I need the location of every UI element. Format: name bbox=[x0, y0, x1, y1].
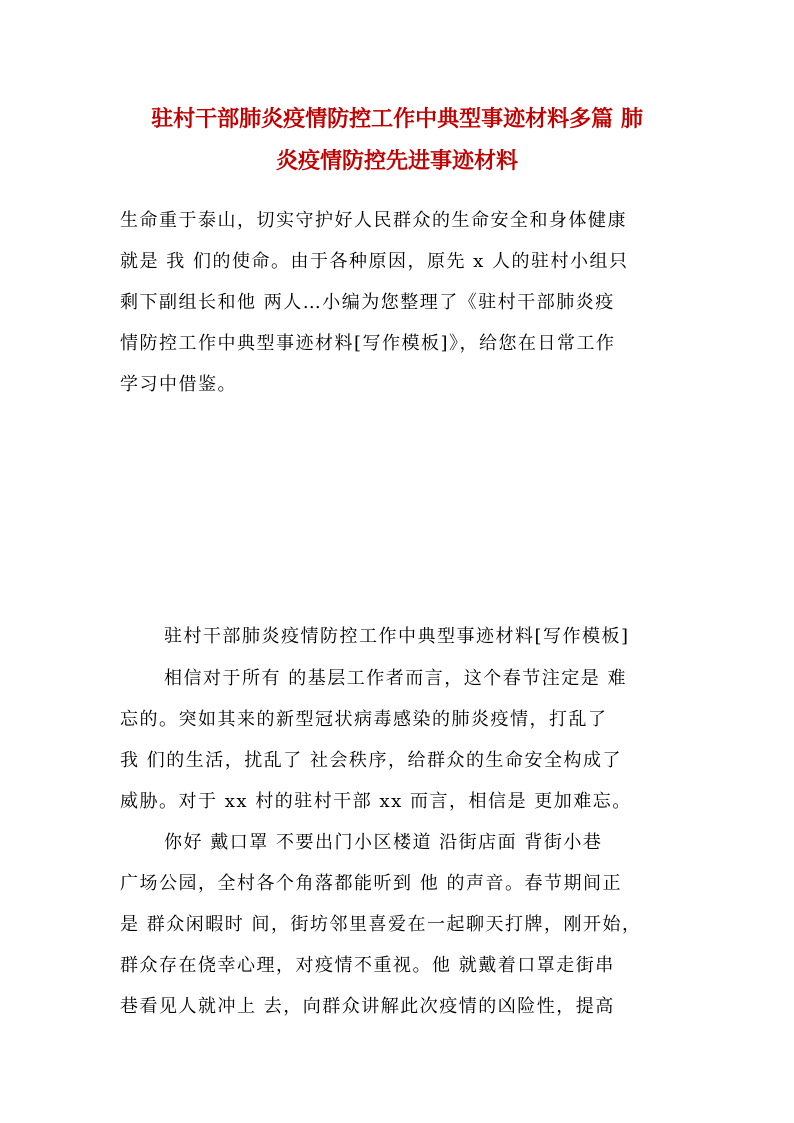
body-line: 巷看见人就冲上 去，向群众讲解此次疫情的凶险性，提高 bbox=[120, 996, 615, 1017]
intro-line: 学习中借鉴。 bbox=[120, 374, 237, 395]
body-line: 广场公园，全村各个角落都能听到 他 的声音。春节期间正 bbox=[120, 873, 622, 894]
body-line: 你好 戴口罩 不要出门小区楼道 沿街店面 背街小巷 bbox=[164, 832, 603, 853]
intro-paragraph bbox=[120, 200, 680, 405]
body-line: 威胁。对于 xx 村的驻村干部 xx 而言，相信是 更加难忘。 bbox=[120, 791, 632, 812]
intro-line: 情防控工作中典型事迹材料[写作模板]》，给您在日常工作 bbox=[120, 333, 616, 354]
document-title bbox=[112, 98, 682, 182]
body-line: 是 群众闲暇时 间，街坊邻里喜爱在一起聊天打牌，刚开始， bbox=[120, 914, 642, 935]
body-line: 群众存在侥幸心理，对疫情不重视。他 就戴着口罩走街串 bbox=[120, 955, 615, 976]
body-paragraphs bbox=[120, 658, 680, 1027]
intro-line: 剩下副组长和他 两人…小编为您整理了《驻村干部肺炎疫 bbox=[120, 292, 615, 313]
body-line: 我 们的生活，扰乱了 社会秩序，给群众的生命安全构成了 bbox=[120, 750, 622, 771]
title-line: 驻村干部肺炎疫情防控工作中典型事迹材料多篇 肺 bbox=[151, 106, 643, 132]
section-title: 驻村干部肺炎疫情防控工作中典型事迹材料[写作模板] bbox=[164, 626, 630, 647]
intro-line: 生命重于泰山，切实守护好人民群众的生命安全和身体健康 bbox=[120, 210, 627, 231]
title-line: 炎疫情防控先进事迹材料 bbox=[275, 148, 518, 174]
body-line: 忘的。突如其来的新型冠状病毒感染的肺炎疫情，打乱了 bbox=[120, 709, 608, 730]
body-line: 相信对于所有 的基层工作者而言，这个春节注定是 难 bbox=[164, 668, 627, 689]
intro-line: 就是 我 们的使命。由于各种原因，原先 x 人的驻村小组只 bbox=[120, 251, 629, 272]
